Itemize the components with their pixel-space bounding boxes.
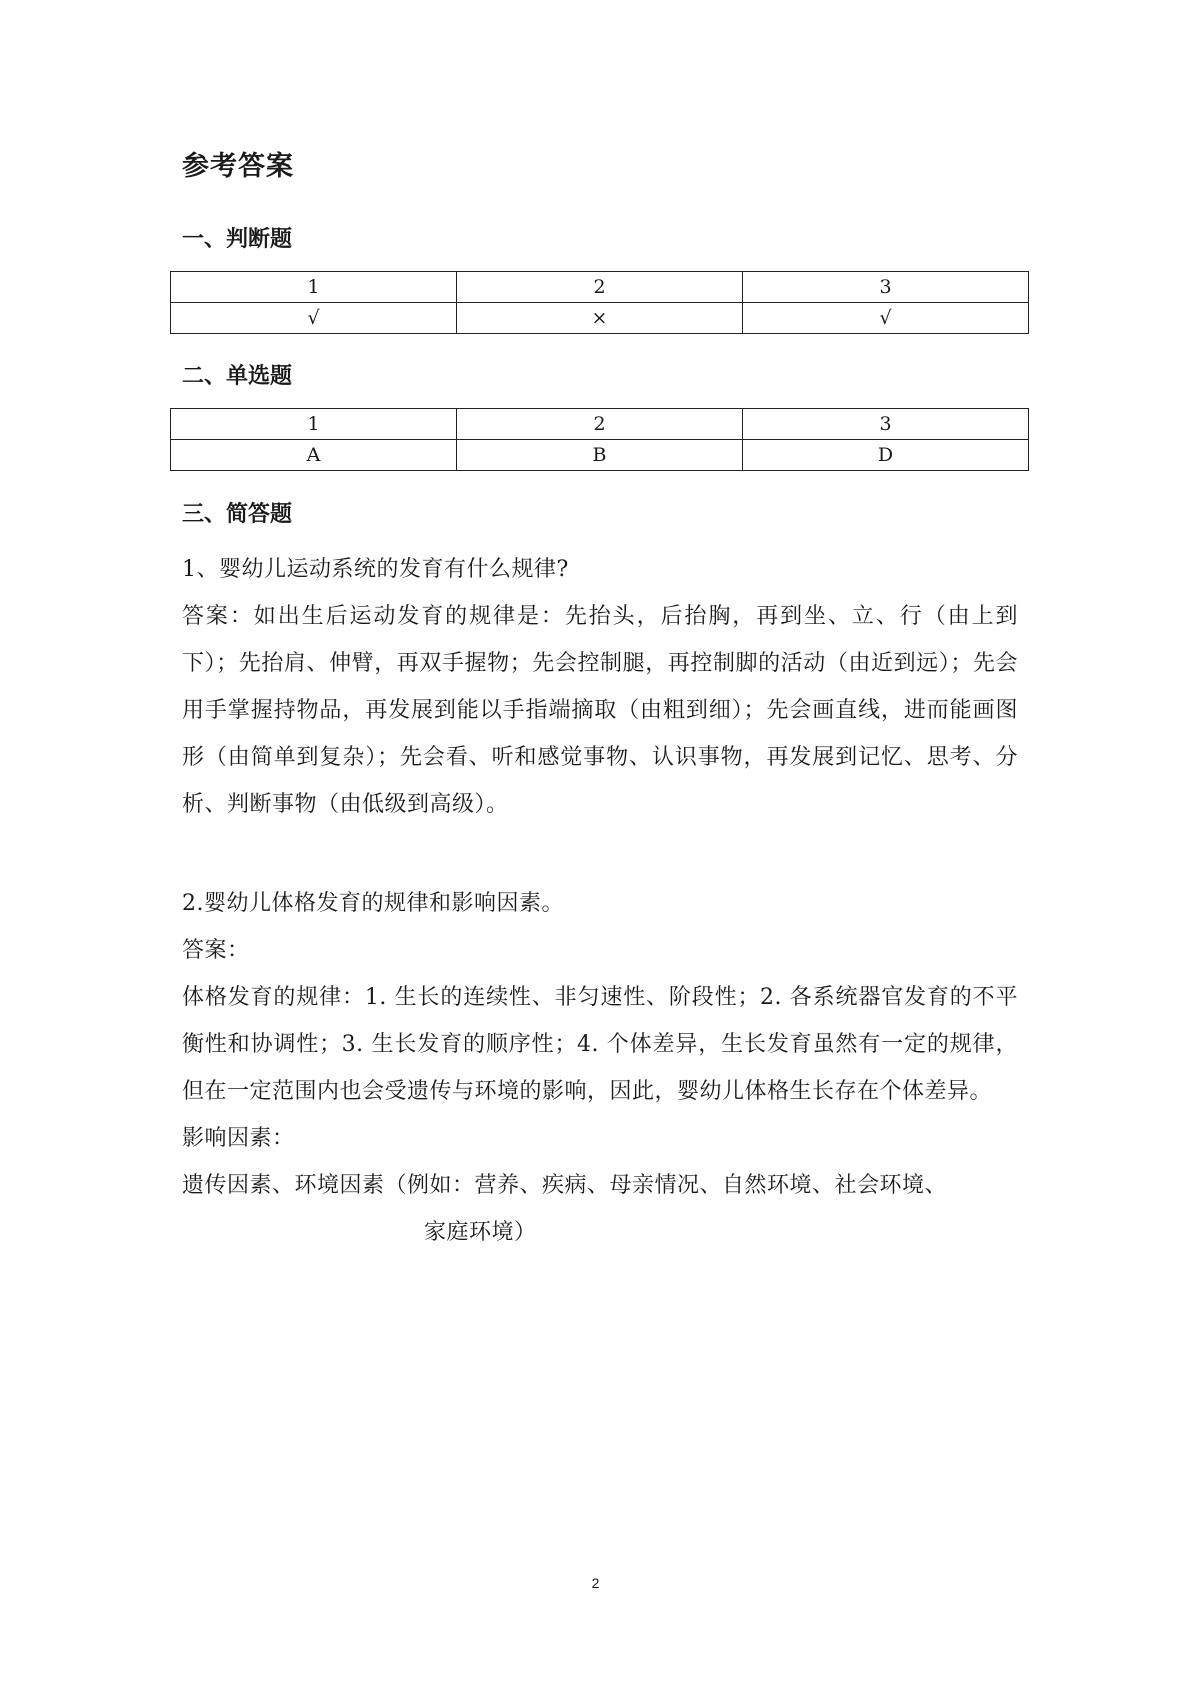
table-cell-number: 3 xyxy=(743,272,1029,303)
table-cell-answer: B xyxy=(457,440,743,471)
question-2-factors-line-2: 家庭环境） xyxy=(424,1220,537,1245)
question-2-text: 2.婴幼儿体格发育的规律和影响因素。 xyxy=(182,891,564,916)
question-1-block xyxy=(182,546,1018,828)
question-2-factors-line-1: 遗传因素、环境因素（例如：营养、疾病、母亲情况、自然环境、社会环境、 xyxy=(182,1173,948,1198)
table-answer-row xyxy=(171,440,1029,471)
table-answer-row xyxy=(171,303,1029,334)
table-cell-answer: D xyxy=(743,440,1029,471)
section-heading-judge: 一、判断题 xyxy=(182,227,293,252)
table-cell-answer: √ xyxy=(171,303,457,334)
table-cell-answer: A xyxy=(171,440,457,471)
single-choice-answer-table xyxy=(170,408,1029,471)
judge-answer-table xyxy=(170,271,1029,334)
table-cell-number: 3 xyxy=(743,409,1029,440)
question-1-text: 1、婴幼儿运动系统的发育有什么规律? xyxy=(182,557,569,582)
section-heading-short: 三、简答题 xyxy=(182,502,293,527)
question-1-answer: 答案：如出生后运动发育的规律是：先抬头，后抬胸，再到坐、立、行（由上到下）；先抬肩、伸臂，再双手握物；先会控制腿，再控制脚的活动（由近到远）；先会用手掌握持物品，再发展到能以手指端摘取（由粗到细）；先会画直线，进而能画图形（由简单到复杂）；先会看、听和感觉事物、认识事物，再发展到记忆、思考、分析、判断事物（由低级到高级）。 xyxy=(182,604,1018,817)
question-2-rules: 体格发育的规律：1. 生长的连续性、非匀速性、阶段性；2. 各系统器官发育的不平衡性和协调性；3. 生长发育的顺序性；4. 个体差异，生长发育虽然有一定的规律，但在一定范围内也会受遗传与环境的影响，因此，婴幼儿体格生长存在个体差异。 xyxy=(182,985,1018,1104)
table-cell-number: 1 xyxy=(171,272,457,303)
question-2-factors-label: 影响因素： xyxy=(182,1126,295,1151)
section-heading-single: 二、单选题 xyxy=(182,364,293,389)
question-2-answer-label: 答案： xyxy=(182,938,250,963)
table-cell-answer: √ xyxy=(743,303,1029,334)
question-2-block xyxy=(182,880,1018,1256)
table-cell-answer: × xyxy=(457,303,743,334)
page-number: 2 xyxy=(591,1575,600,1591)
table-cell-number: 2 xyxy=(457,409,743,440)
page-title: 参考答案 xyxy=(182,151,294,182)
table-header-row xyxy=(171,272,1029,303)
table-cell-number: 2 xyxy=(457,272,743,303)
table-cell-number: 1 xyxy=(171,409,457,440)
table-header-row xyxy=(171,409,1029,440)
